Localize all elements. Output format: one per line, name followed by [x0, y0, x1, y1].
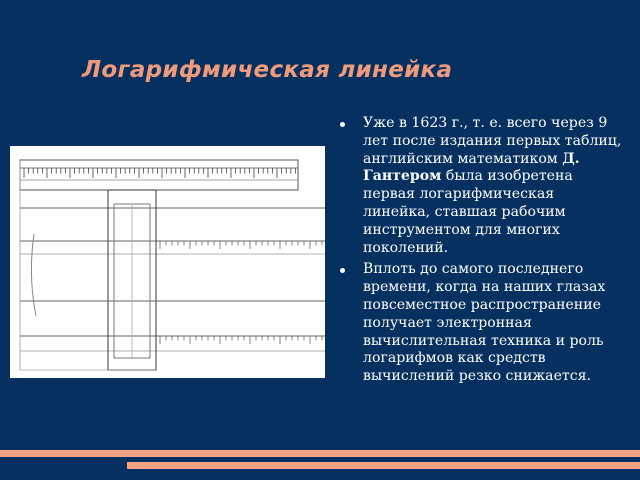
slide-rule-drawing [10, 146, 325, 378]
bullet-list [338, 115, 623, 390]
bullet-item [338, 261, 623, 386]
bullet-text: Вплоть до самого последнего времени, когда на наших глазах повсеместное распространение получает электронная вычислительная техника и роль логарифмов как средств вычислений резко снижается. [363, 261, 606, 385]
slide-rule-image [10, 146, 325, 378]
bullet-bold-name: Д. Гантером [363, 150, 580, 185]
bullet-dot-icon [340, 122, 345, 127]
slide-title: Логарифмическая линейка [82, 57, 453, 83]
bullet-text-continued: была изобретена первая логарифмическая линейка, ставшая рабочим инструментом для многих поколений. [363, 168, 573, 256]
accent-bar-upper [0, 450, 640, 457]
bullet-dot-icon [340, 268, 345, 273]
bullet-text: Уже в 1623 г., т. е. всего через 9 лет после издания первых таблиц, английским математиком [363, 115, 622, 167]
bullet-item [338, 115, 623, 257]
accent-bar-lower [127, 462, 640, 469]
